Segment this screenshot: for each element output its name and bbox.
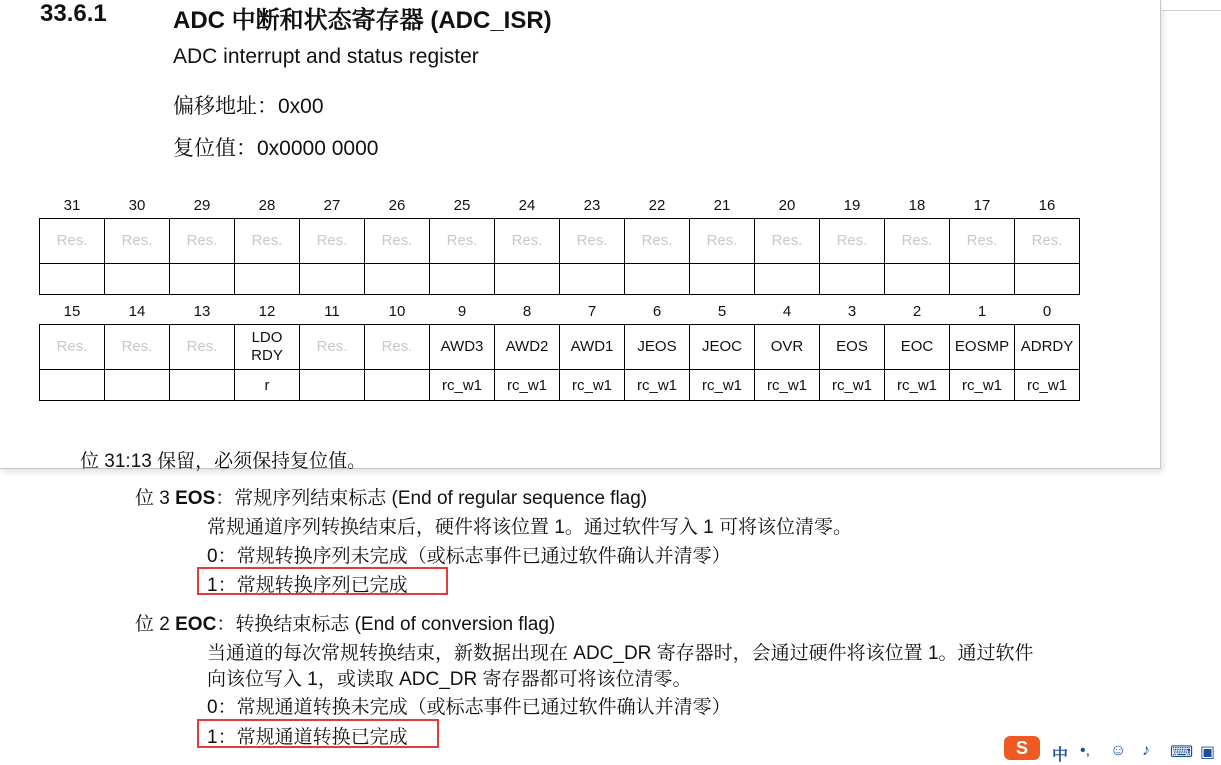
bit-number: 5 (717, 302, 727, 320)
bit-number-row (40, 298, 1080, 325)
field-name: EOC (885, 325, 950, 370)
access-type (105, 370, 170, 401)
access-type: rc_w1 (820, 370, 885, 401)
bit3-value-0: 0：常规转换序列未完成（或标志事件已通过软件确认并清零） (207, 546, 731, 567)
reserved-field: Res. (560, 219, 625, 264)
access-type (430, 264, 495, 295)
bit-number: 18 (908, 196, 926, 214)
bit2-value-1: 1：常规通道转换已完成 (207, 727, 408, 748)
reserved-field: Res. (365, 219, 430, 264)
bit-number: 14 (128, 302, 146, 320)
access-type: rc_w1 (755, 370, 820, 401)
register-english-name: ADC interrupt and status register (173, 45, 479, 68)
reserved-field: Res. (365, 325, 430, 370)
highlight-box-bit3 (197, 567, 448, 595)
access-type: r (235, 370, 300, 401)
bit3-label: 位 3 (135, 488, 176, 509)
ime-toolbar (1004, 736, 1221, 764)
reset-value: 复位值：0x0000 0000 (173, 137, 379, 160)
offset-address: 偏移地址：0x00 (173, 95, 324, 118)
bit31-13-description: 位 31:13 保留，必须保持复位值。 (80, 451, 367, 472)
bit-number: 20 (778, 196, 796, 214)
bit2-value-0: 0：常规通道转换未完成（或标志事件已通过软件确认并清零） (207, 697, 731, 718)
bit-number: 9 (457, 302, 467, 320)
reserved-field: Res. (170, 219, 235, 264)
bit-number: 23 (583, 196, 601, 214)
access-type (105, 264, 170, 295)
bit2-name: EOC (175, 614, 217, 635)
bit3-name: EOS (175, 488, 216, 509)
bit3-title (135, 483, 647, 510)
bit-number: 19 (843, 196, 861, 214)
ime-logo-icon[interactable]: S (1004, 736, 1040, 760)
access-type (755, 264, 820, 295)
reserved-field: Res. (170, 325, 235, 370)
bit-number: 27 (323, 196, 341, 214)
field-name: AWD2 (495, 325, 560, 370)
field-name: JEOC (690, 325, 755, 370)
bit-number: 25 (453, 196, 471, 214)
access-type (300, 264, 365, 295)
bit-number: 26 (388, 196, 406, 214)
bit-number: 21 (713, 196, 731, 214)
access-type (235, 264, 300, 295)
bit-number: 17 (973, 196, 991, 214)
toolbox-icon[interactable]: ▣ (1200, 744, 1216, 761)
access-type (625, 264, 690, 295)
bit-number: 10 (388, 302, 406, 320)
bit3-value-1: 1：常规转换序列已完成 (207, 575, 408, 596)
reserved-field: Res. (1015, 219, 1080, 264)
bit3-description: 常规通道序列转换结束后，硬件将该位置 1。通过软件写入 1 可将该位清零。 (207, 517, 852, 538)
access-type: rc_w1 (430, 370, 495, 401)
field-name: EOSMP (950, 325, 1015, 370)
section-number: 33.6.1 (40, 0, 107, 27)
access-type: rc_w1 (625, 370, 690, 401)
bit-number: 6 (652, 302, 662, 320)
reserved-field: Res. (300, 325, 365, 370)
access-type (170, 370, 235, 401)
access-type (690, 264, 755, 295)
bit2-description-line2: 向该位写入 1，或读取 ADC_DR 寄存器都可将该位清零。 (207, 669, 692, 690)
reserved-field: Res. (235, 219, 300, 264)
reserved-field: Res. (690, 219, 755, 264)
access-type (1015, 264, 1080, 295)
bit-number: 24 (518, 196, 536, 214)
reserved-field: Res. (300, 219, 365, 264)
access-type (40, 370, 105, 401)
keyboard-icon[interactable]: ⌨ (1170, 744, 1194, 761)
section-title: ADC 中断和状态寄存器 (ADC_ISR) (173, 7, 552, 34)
field-name: LDO RDY (235, 325, 300, 370)
punctuation-icon[interactable]: •, (1080, 742, 1091, 759)
background-window-strip (1162, 0, 1221, 11)
bit-number: 15 (63, 302, 81, 320)
field-name: EOS (820, 325, 885, 370)
access-type (170, 264, 235, 295)
field-name: OVR (755, 325, 820, 370)
register-table-high (39, 192, 1080, 295)
access-type (950, 264, 1015, 295)
bit-number: 28 (258, 196, 276, 214)
bit-number: 16 (1038, 196, 1056, 214)
bit-number: 29 (193, 196, 211, 214)
access-type: rc_w1 (1015, 370, 1080, 401)
bit-number: 3 (847, 302, 857, 320)
reserved-field: Res. (950, 219, 1015, 264)
reserved-field: Res. (820, 219, 885, 264)
highlight-box-bit2 (197, 719, 439, 748)
bit-number-row (40, 192, 1080, 219)
bit2-title-rest: ：转换结束标志 (End of conversion flag) (216, 614, 556, 635)
bit-number: 22 (648, 196, 666, 214)
field-name: AWD1 (560, 325, 625, 370)
access-type (495, 264, 560, 295)
reserved-field: Res. (105, 219, 170, 264)
access-type (820, 264, 885, 295)
microphone-icon[interactable]: ♪ (1142, 742, 1150, 759)
bit-number: 11 (324, 302, 340, 320)
bit-number: 12 (258, 302, 276, 320)
reserved-field: Res. (755, 219, 820, 264)
field-name: JEOS (625, 325, 690, 370)
bit-number: 4 (782, 302, 792, 320)
access-type: rc_w1 (885, 370, 950, 401)
reserved-field: Res. (40, 219, 105, 264)
field-name: ADRDY (1015, 325, 1080, 370)
reserved-field: Res. (430, 219, 495, 264)
register-table-low (39, 298, 1080, 401)
access-row (40, 370, 1080, 401)
bit-number: 13 (193, 302, 211, 320)
emoji-icon[interactable]: ☺ (1110, 742, 1127, 759)
bit-number: 30 (128, 196, 146, 214)
access-type (560, 264, 625, 295)
field-name: AWD3 (430, 325, 495, 370)
bit3-title-rest: ：常规序列结束标志 (End of regular sequence flag) (215, 488, 648, 509)
bit-number: 0 (1042, 302, 1052, 320)
access-type: rc_w1 (495, 370, 560, 401)
reserved-field: Res. (495, 219, 560, 264)
access-type: rc_w1 (950, 370, 1015, 401)
bit2-description-line1: 当通道的每次常规转换结束，新数据出现在 ADC_DR 寄存器时，会通过硬件将该位置 1。通过软件 (207, 643, 1034, 664)
field-name-row (40, 219, 1080, 264)
bit2-title (135, 609, 555, 636)
bit-number: 31 (63, 196, 81, 214)
access-type: rc_w1 (560, 370, 625, 401)
access-type (365, 264, 430, 295)
reserved-field: Res. (885, 219, 950, 264)
access-type (365, 370, 430, 401)
bit-number: 2 (912, 302, 922, 320)
bit-number: 8 (522, 302, 532, 320)
reserved-field: Res. (625, 219, 690, 264)
bit2-label: 位 2 (135, 614, 176, 635)
ime-language-toggle[interactable]: 中 (1052, 747, 1069, 764)
access-row (40, 264, 1080, 295)
reserved-field: Res. (40, 325, 105, 370)
access-type (300, 370, 365, 401)
field-name-row (40, 325, 1080, 370)
bit-number: 7 (587, 302, 597, 320)
bit-number: 1 (977, 302, 987, 320)
reserved-field: Res. (105, 325, 170, 370)
access-type (885, 264, 950, 295)
access-type (40, 264, 105, 295)
access-type: rc_w1 (690, 370, 755, 401)
